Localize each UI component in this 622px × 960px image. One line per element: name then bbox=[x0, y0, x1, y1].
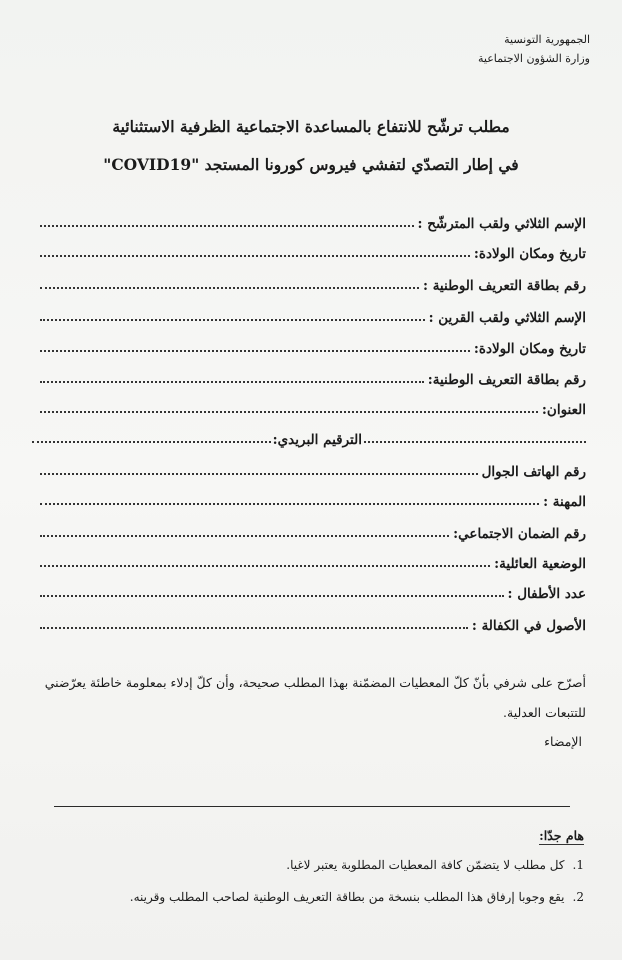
field-label: الإسم الثلاثي ولقب القرين : bbox=[428, 310, 586, 326]
note-text: كل مطلب لا يتضمّن كافة المعطيات المطلوبة يعتبر لاغيا. bbox=[286, 858, 565, 872]
field-candidate-name[interactable] bbox=[32, 208, 586, 232]
republic-name: الجمهورية التونسية bbox=[504, 33, 590, 46]
title-line-1: مطلب ترشّح للانتفاع بالمساعدة الاجتماعية الظرفية الاستثنائية bbox=[112, 117, 510, 136]
title-line-2: في إطار التصدّي لتفشي فيروس كورونا المستجد "COVID19" bbox=[103, 155, 519, 174]
note-text: يقع وجوبا إرفاق هذا المطلب بنسخة من بطاقة التعريف الوطنية لصاحب المطلب وقرينه. bbox=[129, 890, 565, 904]
field-label: عدد الأطفال : bbox=[507, 586, 586, 602]
form-title bbox=[60, 108, 562, 184]
field-children-count[interactable] bbox=[32, 578, 586, 602]
field-profession[interactable] bbox=[32, 486, 586, 510]
field-spouse-id-number[interactable] bbox=[32, 364, 586, 388]
field-label: تاريخ ومكان الولادة: bbox=[473, 341, 586, 357]
field-birth-date-place[interactable] bbox=[32, 238, 586, 262]
note-number: 2. bbox=[572, 890, 584, 904]
field-label: العنوان: bbox=[541, 402, 586, 418]
postal-code-label: الترقيم البريدي: bbox=[272, 432, 362, 448]
field-dotted-line bbox=[40, 319, 425, 321]
field-spouse-birth-date-place[interactable] bbox=[32, 333, 586, 357]
field-label: الأصول في الكفالة : bbox=[471, 618, 586, 634]
address-dotted-line bbox=[364, 441, 586, 443]
field-dependent-parents[interactable] bbox=[32, 610, 586, 634]
important-notes-title: هام جدّا: bbox=[539, 828, 584, 843]
field-label: رقم الضمان الاجتماعي: bbox=[453, 526, 586, 542]
note-number: 1. bbox=[572, 858, 584, 872]
field-postal-code[interactable] bbox=[32, 424, 586, 448]
field-spouse-name[interactable] bbox=[32, 302, 586, 326]
field-label: رقم الهاتف الجوال bbox=[481, 464, 586, 480]
field-dotted-line bbox=[40, 535, 449, 537]
field-family-status[interactable] bbox=[32, 548, 586, 572]
field-dotted-line bbox=[40, 565, 490, 567]
field-mobile-phone[interactable] bbox=[32, 456, 586, 480]
field-dotted-line bbox=[40, 255, 470, 257]
field-address[interactable] bbox=[32, 394, 586, 418]
field-dotted-line bbox=[40, 225, 414, 227]
ministry-header bbox=[390, 30, 590, 68]
field-label: تاريخ ومكان الولادة: bbox=[473, 246, 586, 262]
field-dotted-line bbox=[40, 503, 539, 505]
postal-code-dotted-line bbox=[32, 441, 271, 443]
field-dotted-line bbox=[40, 627, 468, 629]
field-label: الإسم الثلاثي ولقب المترشّح : bbox=[417, 216, 586, 232]
field-label: رقم بطاقة التعريف الوطنية: bbox=[427, 372, 586, 388]
signature-label: الإمضاء bbox=[544, 734, 582, 749]
field-id-number[interactable] bbox=[32, 270, 586, 294]
signature-line[interactable] bbox=[54, 806, 570, 807]
field-dotted-line bbox=[40, 473, 478, 475]
ministry-name: وزارة الشؤون الاجتماعية bbox=[478, 52, 590, 65]
field-dotted-line bbox=[40, 381, 424, 383]
field-label: الوضعية العائلية: bbox=[494, 556, 586, 572]
honor-declaration: أصرّح على شرفي بأنّ كلّ المعطيات المضمّنة بهذا المطلب صحيحة، وأن كلّ إدلاء بمعلومة خاطئة يعرّضني للتتبعات العدلية. bbox=[44, 675, 586, 720]
field-dotted-line bbox=[40, 411, 538, 413]
field-social-security-number[interactable] bbox=[32, 518, 586, 542]
field-dotted-line bbox=[40, 350, 470, 352]
field-label: المهنة : bbox=[543, 494, 586, 510]
note-item bbox=[40, 890, 584, 904]
field-dotted-line bbox=[40, 287, 419, 289]
note-item bbox=[40, 858, 584, 872]
field-dotted-line bbox=[40, 595, 504, 597]
field-label: رقم بطاقة التعريف الوطنية : bbox=[423, 278, 586, 294]
